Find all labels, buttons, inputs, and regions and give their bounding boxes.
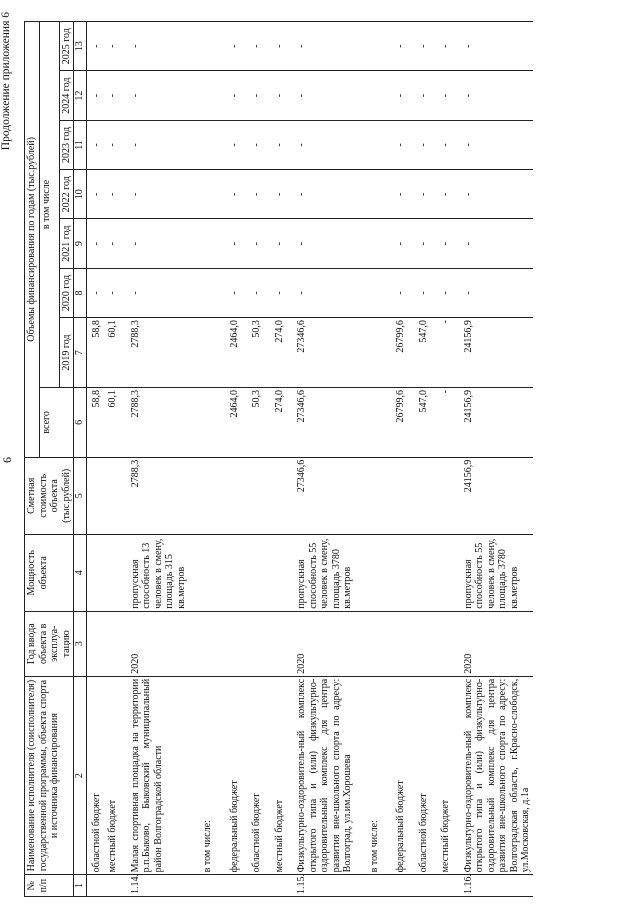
row-year-value: - <box>215 71 242 120</box>
row-year-value <box>188 71 215 120</box>
row-year-value: - <box>103 219 120 268</box>
row-year-value: - <box>453 22 533 71</box>
header-financing: Объемы финансирования по годам (тыс.рублей) <box>25 22 40 458</box>
row-year-value: - <box>453 268 533 317</box>
row-year-value: - <box>408 219 431 268</box>
row-number <box>188 875 215 897</box>
row-year-value: - <box>120 22 189 71</box>
row-year-value <box>355 22 382 71</box>
row-year-value: 2464,0 <box>215 318 242 388</box>
row-year-value: - <box>86 22 103 71</box>
financing-table <box>24 21 533 897</box>
row-capacity <box>86 534 103 611</box>
row-year-value <box>188 268 215 317</box>
row-year <box>188 611 215 676</box>
table-row <box>103 22 120 897</box>
row-number <box>103 875 120 897</box>
row-year <box>241 611 264 676</box>
row-year-value: - <box>86 120 103 169</box>
column-number: 4 <box>74 534 87 611</box>
row-year-value: - <box>241 170 264 219</box>
header-year-2025: 2025 год <box>59 22 74 71</box>
row-year-value: - <box>120 71 189 120</box>
column-number: 9 <box>74 219 87 268</box>
header-capacity: Мощность объекта <box>25 534 74 611</box>
row-year-value <box>188 318 215 388</box>
table-row <box>355 22 382 897</box>
row-year-value: 26799,6 <box>381 318 408 388</box>
row-name: федеральный бюджет <box>381 676 408 875</box>
row-cost: 2788,3 <box>120 457 189 534</box>
row-year-value: - <box>215 219 242 268</box>
table-row <box>381 22 408 897</box>
row-total: - <box>430 387 453 457</box>
row-year-value: - <box>408 120 431 169</box>
row-cost <box>264 457 287 534</box>
row-year-value: - <box>381 268 408 317</box>
row-cost <box>103 457 120 534</box>
row-year-value <box>355 71 382 120</box>
row-year-value: 547,0 <box>408 318 431 388</box>
row-number: 1.15. <box>286 875 355 897</box>
row-name: в том числе: <box>188 676 215 875</box>
row-year <box>215 611 242 676</box>
header-name: Наименование исполнителя (соисполнителя) государственной программы, объекта спорта и источника финансирования <box>25 676 74 875</box>
header-year-2024: 2024 год <box>59 71 74 120</box>
row-name: областной бюджет <box>241 676 264 875</box>
column-number: 11 <box>74 120 87 169</box>
row-cost <box>355 457 382 534</box>
row-cost: 24156,9 <box>453 457 533 534</box>
row-year-value: 60,1 <box>103 318 120 388</box>
row-year-value: - <box>86 219 103 268</box>
header-cost: Сметная стоимость объекта (тыс.рублей) <box>25 457 74 534</box>
column-numbers-row <box>74 22 87 897</box>
row-year-value: - <box>453 71 533 120</box>
row-capacity: пропускная способность 55 человек в смену, площадь 3780 кв.метров <box>453 534 533 611</box>
row-year-value <box>355 120 382 169</box>
row-year-value: - <box>286 170 355 219</box>
row-year-value: - <box>120 219 189 268</box>
row-name: местный бюджет <box>103 676 120 875</box>
row-capacity <box>264 534 287 611</box>
row-year-value: - <box>215 268 242 317</box>
row-year-value <box>355 170 382 219</box>
column-number: 10 <box>74 170 87 219</box>
row-cost <box>86 457 103 534</box>
row-year-value <box>355 318 382 388</box>
row-year-value: - <box>103 71 120 120</box>
row-number <box>408 875 431 897</box>
row-cost: 27346,6 <box>286 457 355 534</box>
row-year-value: - <box>381 120 408 169</box>
row-name: областной бюджет <box>86 676 103 875</box>
row-total: 274,0 <box>264 387 287 457</box>
row-year-value <box>355 268 382 317</box>
row-year-value: - <box>120 170 189 219</box>
row-year-value: - <box>430 268 453 317</box>
row-year-value: - <box>264 120 287 169</box>
table-row <box>453 22 533 897</box>
row-year-value: - <box>408 71 431 120</box>
row-total: 60,1 <box>103 387 120 457</box>
header-year-2021: 2021 год <box>59 219 74 268</box>
row-year-value: 27346,6 <box>286 318 355 388</box>
row-year-value: - <box>286 22 355 71</box>
row-year-value: - <box>408 268 431 317</box>
row-year-value: - <box>86 71 103 120</box>
row-year-value: - <box>286 120 355 169</box>
row-year-value: - <box>430 318 453 388</box>
row-name: Физкультурно-оздоровитель-ный комплекс открытого типа и (или) физкультурно-оздоровительный комплекс для центра развития вне-школьного спорта по адресу: Волгоградская область, г.Красно-слободск, ул.Московская, д.1а <box>453 676 533 875</box>
row-total: 58,8 <box>86 387 103 457</box>
row-year: 2020 <box>453 611 533 676</box>
row-number: 1.16. <box>453 875 533 897</box>
row-year-value <box>188 219 215 268</box>
row-year-value: - <box>430 22 453 71</box>
row-number <box>241 875 264 897</box>
row-year-value: - <box>241 219 264 268</box>
row-year-value: - <box>86 170 103 219</box>
row-name: Физкультурно-оздоровитель-ный комплекс открытого типа и (или) физкультурно-оздоровительный комплекс для центра развития вне-школьного спорта по адресу: Волгоград, ул.им.Хорошева <box>286 676 355 875</box>
row-year-value: - <box>381 170 408 219</box>
row-year <box>86 611 103 676</box>
header-year-2019: 2019 год <box>59 318 74 388</box>
row-capacity <box>188 534 215 611</box>
table-row <box>264 22 287 897</box>
row-number <box>264 875 287 897</box>
row-year <box>430 611 453 676</box>
row-number <box>430 875 453 897</box>
column-number: 5 <box>74 457 87 534</box>
row-year-value: - <box>103 22 120 71</box>
row-year-value: - <box>264 219 287 268</box>
row-total: 547,0 <box>408 387 431 457</box>
row-year <box>103 611 120 676</box>
table-row <box>188 22 215 897</box>
row-cost <box>430 457 453 534</box>
row-year-value: - <box>430 219 453 268</box>
row-year: 2020 <box>286 611 355 676</box>
row-year-value: - <box>430 71 453 120</box>
column-number: 12 <box>74 71 87 120</box>
header-year-2022: 2022 год <box>59 170 74 219</box>
row-year-value: - <box>264 22 287 71</box>
row-year <box>408 611 431 676</box>
row-capacity <box>430 534 453 611</box>
row-year-value <box>355 219 382 268</box>
row-name: областной бюджет <box>408 676 431 875</box>
row-total: 2788,3 <box>120 387 189 457</box>
row-year-value: - <box>120 268 189 317</box>
row-year <box>355 611 382 676</box>
row-year-value: - <box>241 71 264 120</box>
row-number <box>215 875 242 897</box>
header-year-2020: 2020 год <box>59 268 74 317</box>
table-row <box>215 22 242 897</box>
row-year-value: - <box>215 170 242 219</box>
column-number: 8 <box>74 268 87 317</box>
row-year-value: - <box>241 22 264 71</box>
row-year-value: 50,3 <box>241 318 264 388</box>
table-row <box>408 22 431 897</box>
row-capacity <box>355 534 382 611</box>
row-year-value <box>188 120 215 169</box>
column-number: 7 <box>74 318 87 388</box>
row-number: 1.14. <box>120 875 189 897</box>
row-capacity <box>241 534 264 611</box>
row-year-value: - <box>86 268 103 317</box>
row-capacity <box>103 534 120 611</box>
row-year-value: - <box>103 120 120 169</box>
row-year-value: - <box>286 219 355 268</box>
table-body <box>86 22 533 897</box>
row-year-value: - <box>408 170 431 219</box>
page-number: 6 <box>0 457 14 463</box>
row-cost <box>381 457 408 534</box>
column-number: 1 <box>74 875 87 897</box>
header-num: № п/п <box>25 875 74 897</box>
continuation-title: Продолжение приложения 6 <box>0 12 12 151</box>
row-year-value: - <box>241 268 264 317</box>
row-year-value <box>188 170 215 219</box>
row-year-value: 2788,3 <box>120 318 189 388</box>
row-capacity <box>215 534 242 611</box>
row-capacity: пропускная способность 13 человек в смену, площадь 315 кв.метров <box>120 534 189 611</box>
header-including: в том числе <box>39 22 59 388</box>
row-name: местный бюджет <box>264 676 287 875</box>
row-year <box>264 611 287 676</box>
column-number: 2 <box>74 676 87 875</box>
row-year-value: - <box>241 120 264 169</box>
row-year-value: - <box>264 268 287 317</box>
row-year-value: - <box>381 22 408 71</box>
table-row <box>120 22 189 897</box>
header-year: Год ввода объекта в эксплуа-тацию <box>25 611 74 676</box>
row-total: 2464,0 <box>215 387 242 457</box>
column-number: 13 <box>74 22 87 71</box>
row-year-value: - <box>453 120 533 169</box>
row-number <box>355 875 382 897</box>
table-row <box>430 22 453 897</box>
row-year <box>381 611 408 676</box>
row-total <box>188 387 215 457</box>
row-total <box>355 387 382 457</box>
row-year-value: - <box>286 71 355 120</box>
row-cost <box>408 457 431 534</box>
row-cost <box>188 457 215 534</box>
row-year-value: - <box>103 170 120 219</box>
row-name: в том числе: <box>355 676 382 875</box>
row-year-value: - <box>430 170 453 219</box>
table-row <box>286 22 355 897</box>
row-year-value: - <box>215 120 242 169</box>
row-total: 27346,6 <box>286 387 355 457</box>
row-name: местный бюджет <box>430 676 453 875</box>
row-year-value: - <box>120 120 189 169</box>
row-year-value: - <box>381 219 408 268</box>
row-cost <box>215 457 242 534</box>
row-number <box>86 875 103 897</box>
row-year-value: - <box>408 22 431 71</box>
row-year: 2020 <box>120 611 189 676</box>
header-total: всего <box>39 387 74 457</box>
row-total: 50,3 <box>241 387 264 457</box>
row-year-value: - <box>286 268 355 317</box>
row-total: 24156,9 <box>453 387 533 457</box>
row-year-value: - <box>381 71 408 120</box>
row-capacity <box>408 534 431 611</box>
header-year-2023: 2023 год <box>59 120 74 169</box>
row-year-value <box>188 22 215 71</box>
row-capacity <box>381 534 408 611</box>
row-year-value: - <box>430 120 453 169</box>
row-year-value: - <box>264 71 287 120</box>
row-capacity: пропускная способность 55 человек в смену, площадь 3780 кв.метров <box>286 534 355 611</box>
column-number: 3 <box>74 611 87 676</box>
row-year-value: - <box>453 170 533 219</box>
row-cost <box>241 457 264 534</box>
row-year-value: - <box>264 170 287 219</box>
row-name: Малая спортивная площадка на территории р.п.Быково, Быковский муниципальный район Волгоградской области <box>120 676 189 875</box>
row-number <box>381 875 408 897</box>
row-year-value: 58,8 <box>86 318 103 388</box>
row-year-value: 274,0 <box>264 318 287 388</box>
row-year-value: - <box>215 22 242 71</box>
row-total: 26799,6 <box>381 387 408 457</box>
row-year-value: - <box>103 268 120 317</box>
column-number: 6 <box>74 387 87 457</box>
row-year-value: - <box>453 219 533 268</box>
row-year-value: 24156,9 <box>453 318 533 388</box>
table-row <box>86 22 103 897</box>
table-row <box>241 22 264 897</box>
row-name: федеральный бюджет <box>215 676 242 875</box>
